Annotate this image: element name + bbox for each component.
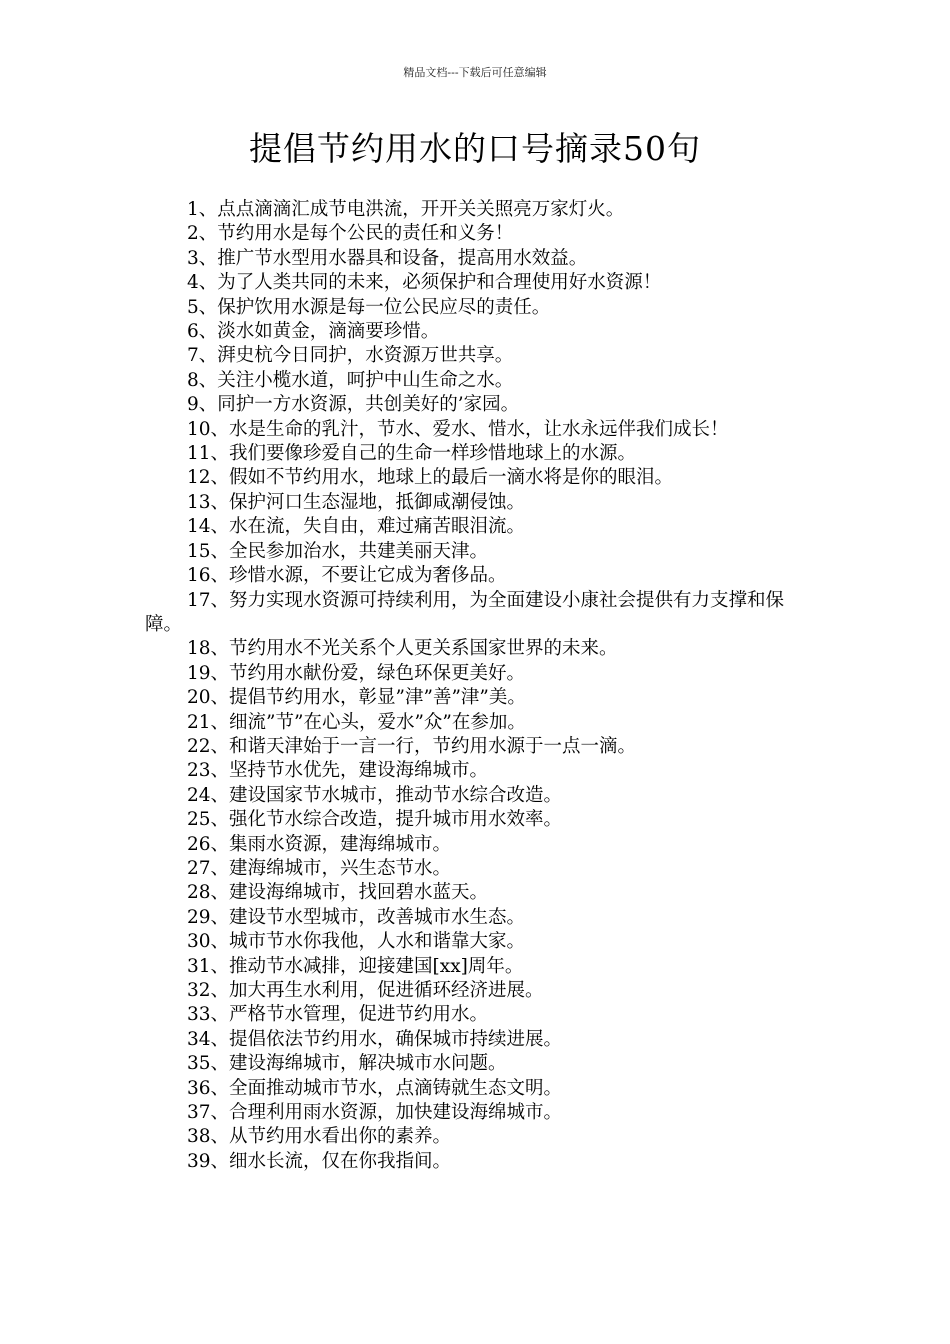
- list-item: 1、点点滴滴汇成节电洪流，开开关关照亮万家灯火。: [187, 199, 625, 220]
- list-item: 7、湃史杭今日同护，水资源万世共享。: [187, 345, 514, 367]
- list-item: 38、从节约用水看出你的素养。: [187, 1126, 452, 1148]
- list-item: 33、严格节水管理，促进节约用水。: [187, 1004, 489, 1026]
- document-title: 提倡节约用水的口号摘录50句: [249, 129, 701, 168]
- list-item: 16、珍惜水源，不要让它成为奢侈品。: [187, 565, 507, 587]
- list-item: 12、假如不节约用水，地球上的最后一滴水将是你的眼泪。: [187, 467, 674, 489]
- list-item: 13、保护河口生态湿地，抵御咸潮侵蚀。: [187, 491, 526, 513]
- list-item: 29、建设节水型城市，改善城市水生态。: [187, 906, 526, 928]
- list-item: 14、水在流，失自由，难过痛苦眼泪流。: [187, 516, 526, 538]
- list-item: 34、提倡依法节约用水，确保城市持续进展。: [187, 1028, 563, 1050]
- list-item: 19、节约用水献份爱，绿色环保更美好。: [187, 662, 526, 684]
- list-item: 27、建海绵城市，兴生态节水。: [187, 857, 452, 879]
- page-header: 精品文档---下载后可任意编辑: [403, 66, 547, 79]
- list-item: 26、集雨水资源，建海绵城市。: [187, 833, 452, 855]
- list-item: 18、节约用水不光关系个人更关系国家世界的未来。: [187, 638, 618, 660]
- slogan-list: [145, 198, 813, 1174]
- list-item: 24、建设国家节水城市，推动节水综合改造。: [187, 784, 563, 806]
- list-item: 28、建设海绵城市，找回碧水蓝天。: [187, 882, 489, 904]
- list-item: 30、城市节水你我他，人水和谐靠大家。: [187, 931, 526, 953]
- list-item: 39、细水长流，仅在你我指间。: [187, 1150, 452, 1172]
- list-item: 15、全民参加治水，共建美丽天津。: [187, 540, 489, 562]
- list-item: 32、加大再生水利用，促进循环经济进展。: [187, 980, 544, 1001]
- list-item: 5、保护饮用水源是每一位公民应尽的责任。: [187, 296, 551, 318]
- list-item: 25、强化节水综合改造，提升城市用水效率。: [187, 809, 563, 831]
- list-item: 17、努力实现水资源可持续利用，为全面建设小康社会提供有力支撑和保障。: [145, 589, 785, 635]
- list-item: 37、合理利用雨水资源，加快建设海绵城市。: [187, 1102, 563, 1124]
- list-item: 10、水是生命的乳汁，节水、爱水、惜水，让水永远伴我们成长！: [187, 418, 729, 440]
- list-item: 36、全面推动城市节水，点滴铸就生态文明。: [187, 1077, 563, 1099]
- list-item: 22、和谐天津始于一言一行，节约用水源于一点一滴。: [187, 735, 637, 757]
- list-item: 35、建设海绵城市，解决城市水问题。: [187, 1053, 507, 1075]
- list-item: 23、坚持节水优先，建设海绵城市。: [187, 760, 489, 782]
- list-item: 21、细流”节”在心头，爱水”众”在参加。: [187, 711, 526, 733]
- list-item: 4、为了人类共同的未来，必须保护和合理使用好水资源！: [187, 272, 662, 294]
- list-item: 8、关注小榄水道，呵护中山生命之水。: [187, 369, 514, 391]
- list-item: 2、节约用水是每个公民的责任和义务！: [187, 223, 514, 245]
- list-item: 20、提倡节约用水，彰显”津”善”津”美。: [187, 687, 526, 709]
- list-item: 11、我们要像珍爱自己的生命一样珍惜地球上的水源。: [187, 443, 637, 465]
- list-item: 6、淡水如黄金，滴滴要珍惜。: [187, 321, 440, 343]
- list-item: 31、推动节水减排，迎接建国[xx]周年。: [187, 955, 524, 977]
- list-item: 3、推广节水型用水器具和设备，提高用水效益。: [187, 247, 588, 269]
- list-item: 9、同护一方水资源，共创美好的’家园。: [187, 394, 520, 416]
